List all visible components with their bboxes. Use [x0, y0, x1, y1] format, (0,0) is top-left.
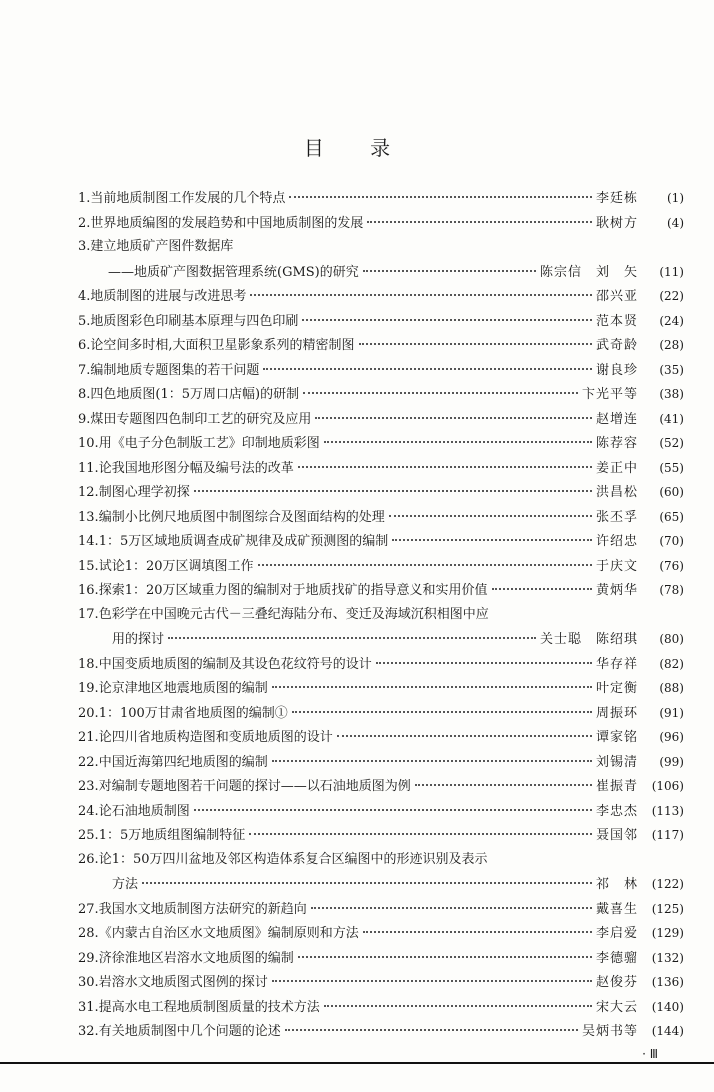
leader-dots [272, 980, 592, 982]
toc-entry-page: (55) [659, 460, 684, 475]
toc-entry-page: (35) [659, 362, 684, 377]
toc-entry-number: 3. [78, 239, 91, 254]
toc-entry-number: 30. [78, 975, 99, 990]
toc-entry-title: 建立地质矿产图件数据库 [90, 239, 234, 254]
toc-entry-page: (41) [659, 411, 684, 426]
toc-entry-page: (76) [659, 558, 684, 573]
toc-entry-title: 编制地质专题图集的若干问题 [90, 362, 260, 378]
toc-entry [78, 872, 684, 897]
toc-entry [78, 456, 684, 481]
toc-entry-author: 刘锡清 [595, 754, 638, 770]
toc-entry-page: (4) [667, 215, 684, 230]
toc-entry [78, 382, 684, 407]
toc-entry-number: 24. [78, 803, 99, 819]
toc-entry-number: 4. [78, 289, 91, 304]
toc-entry [78, 505, 684, 530]
leader-dots [302, 319, 592, 321]
leader-dots [194, 490, 592, 492]
toc-entry-page: (106) [651, 779, 684, 793]
leader-dots [324, 441, 592, 443]
toc-entry-title: 《内蒙古自治区水文地质图》编制原则和方法 [98, 926, 359, 941]
toc-entry-title: 我国水文地质制图方法研究的新趋向 [98, 901, 307, 917]
leader-dots [168, 637, 536, 639]
toc-entry-page: (144) [651, 1024, 684, 1038]
toc-entry-author: 李启爱 [595, 926, 638, 941]
leader-dots [492, 588, 592, 590]
toc-entry [78, 750, 684, 775]
toc-entry [78, 186, 684, 211]
leader-dots [415, 784, 592, 786]
toc-entry-page: (122) [651, 877, 684, 891]
toc-entry-title: 试论1：20万区调填图工作 [98, 558, 254, 574]
toc-entry-number: 2. [78, 215, 91, 231]
toc-entry-author: 赵俊芬 [595, 975, 638, 990]
toc-entry [78, 578, 684, 603]
toc-entry-number: 31. [78, 999, 99, 1015]
toc-entry-page: (91) [659, 705, 684, 720]
leader-dots [392, 539, 592, 541]
toc-entry-number: 26. [78, 851, 99, 867]
toc-entry-title: ——地质矿产图数据管理系统(GMS)的研究 [108, 264, 359, 280]
toc-entry-author: 宋大云 [595, 999, 638, 1015]
toc-entry [78, 309, 684, 334]
toc-entry-author: 洪昌松 [595, 485, 638, 500]
toc-entry-page: (117) [651, 828, 684, 842]
toc-entry [78, 848, 684, 873]
toc-entry-number: 6. [78, 338, 91, 353]
toc-entry [78, 946, 684, 971]
toc-entry-author: 张丕孚 [595, 509, 638, 525]
leader-dots [303, 392, 578, 394]
toc-entry-page: (129) [651, 926, 684, 940]
toc-entry-title: 用的探讨 [112, 632, 165, 647]
toc-entry-number: 22. [78, 754, 99, 770]
toc-entry-author: 吴炳书等 [581, 1024, 638, 1039]
toc-entry [78, 725, 684, 750]
leader-dots [272, 760, 592, 762]
toc-entry-title: 对编制专题地图若干问题的探讨——以石油地质图为例 [98, 779, 411, 794]
toc-entry [78, 431, 684, 456]
toc-entry [78, 358, 684, 383]
toc-entry-title: 1：5万区域地质调查成矿规律及成矿预测图的编制 [98, 534, 389, 549]
toc-entry-number: 25. [78, 828, 99, 843]
toc-entry-author: 李廷栋 [595, 191, 638, 206]
bottom-rule [0, 1062, 714, 1064]
toc-entry-number: 1. [78, 191, 91, 206]
toc-entry-title: 论四川省地质构造图和变质地质图的设计 [98, 730, 333, 745]
leader-dots [250, 294, 592, 296]
toc-entry-title: 中国近海第四纪地质图的编制 [98, 754, 268, 770]
toc-entry-title: 地质制图的进展与改进思考 [90, 289, 247, 304]
toc-entry [78, 823, 684, 848]
toc-entry-title: 中国变质地质图的编制及其设色花纹符号的设计 [98, 656, 372, 672]
leader-dots [363, 931, 592, 933]
toc-entry-author: 范本贤 [595, 313, 638, 329]
leader-dots [359, 343, 592, 345]
toc-entry-page: (60) [659, 485, 684, 499]
toc-entry [78, 799, 684, 824]
toc-entry [78, 603, 684, 628]
leader-dots [249, 833, 592, 835]
page-title: 目 录 [303, 136, 411, 160]
toc-entry-author: 姜正中 [595, 460, 638, 476]
toc-entry-number: 17. [78, 606, 99, 622]
toc-entry-title: 论空间多时相,大面积卫星影象系列的精密制图 [90, 338, 355, 353]
toc-entry [78, 260, 684, 285]
toc-entry-number: 14. [78, 534, 99, 549]
toc-entry [78, 921, 684, 946]
toc-entry [78, 1019, 684, 1044]
leader-dots [142, 882, 592, 884]
toc-entry-title: 方法 [112, 877, 139, 892]
leader-dots [298, 466, 592, 468]
toc-entry [78, 235, 684, 260]
toc-entry-page: (140) [651, 999, 684, 1014]
toc-entry-title: 探索1：20万区域重力图的编制对于地质找矿的指导意义和实用价值 [98, 583, 488, 598]
toc-entry [78, 970, 684, 995]
toc-entry-author: 李忠杰 [595, 803, 638, 819]
toc-entry-page: (132) [651, 950, 684, 965]
leader-dots [337, 735, 592, 737]
toc-entry-number: 15. [78, 558, 99, 574]
toc-entry-author: 祁 林 [595, 877, 638, 892]
toc-entry-page: (88) [659, 681, 684, 695]
toc-entry-number: 23. [78, 779, 99, 794]
toc-entry-title: 论京津地区地震地质图的编制 [98, 681, 268, 696]
toc-entry-author: 李德骝 [595, 950, 638, 966]
toc-entry-number: 29. [78, 950, 99, 966]
toc-entry-author: 武奇龄 [595, 338, 638, 353]
toc-entry-page: (136) [651, 975, 684, 989]
toc-entry-author: 陈荐容 [595, 436, 638, 451]
toc-entry-number: 32. [78, 1024, 99, 1039]
toc-entry-title: 岩溶水文地质图式图例的探讨 [98, 975, 268, 990]
leader-dots [292, 711, 592, 713]
toc-entry-author: 叶定衡 [595, 681, 638, 696]
toc-entry-title: 论石油地质制图 [98, 803, 190, 819]
toc-entry-author: 华存祥 [595, 656, 638, 672]
toc-entry-page: (1) [667, 191, 684, 205]
toc-entry-page: (80) [659, 632, 684, 646]
toc-entry-title: 制图心理学初探 [98, 485, 190, 500]
leader-dots [298, 956, 592, 958]
toc-entry-page: (52) [659, 436, 684, 450]
toc-entry-author: 赵增连 [595, 411, 638, 427]
toc-entry-page: (125) [651, 901, 684, 916]
toc-entry-page: (99) [659, 754, 684, 769]
toc-entry-page: (113) [651, 803, 684, 818]
toc-entry-title: 用《电子分色制版工艺》印制地质彩图 [98, 436, 320, 451]
toc-entry-author: 戴喜生 [595, 901, 638, 917]
toc-entry-page: (78) [659, 583, 684, 597]
toc-entry-page: (24) [659, 313, 684, 328]
toc-entry [78, 480, 684, 505]
toc-entry-number: 18. [78, 656, 99, 672]
toc-entry [78, 701, 684, 726]
leader-dots [258, 564, 592, 566]
leader-dots [324, 1005, 592, 1007]
toc-entry [78, 529, 684, 554]
leader-dots [263, 368, 592, 370]
toc-entry-author: 许绍忠 [595, 534, 638, 549]
leader-dots [285, 1029, 578, 1031]
toc-entry-author: 关士聪 陈绍琪 [539, 632, 638, 647]
toc-entry [78, 652, 684, 677]
toc-entry-number: 5. [78, 313, 91, 329]
toc-entry [78, 284, 684, 309]
table-of-contents [78, 186, 684, 1044]
toc-entry-author: 谢良珍 [595, 362, 638, 378]
toc-entry [78, 995, 684, 1020]
toc-entry-number: 8. [78, 387, 91, 402]
page-folio: · Ⅲ [642, 1047, 658, 1061]
toc-entry-title: 编制小比例尺地质图中制图综合及图面结构的处理 [98, 509, 385, 525]
toc-entry-title: 世界地质编图的发展趋势和中国地质制图的发展 [90, 215, 364, 231]
toc-entry-author: 谭家铭 [595, 730, 638, 745]
toc-entry-page: (65) [659, 509, 684, 524]
toc-entry-page: (11) [659, 264, 684, 279]
toc-entry-title: 当前地质制图工作发展的几个特点 [90, 191, 286, 206]
toc-entry [78, 774, 684, 799]
toc-entry-number: 20. [78, 705, 99, 721]
toc-entry-author: 聂国邻 [595, 828, 638, 843]
toc-entry [78, 554, 684, 579]
toc-entry-author: 于庆文 [595, 558, 638, 574]
toc-entry-title: 四色地质图(1：5万周口店幅)的研制 [90, 387, 300, 402]
toc-entry-number: 19. [78, 681, 99, 696]
leader-dots [194, 809, 592, 811]
toc-entry-page: (38) [659, 387, 684, 401]
toc-entry-author: 周振环 [595, 705, 638, 721]
leader-dots [363, 270, 536, 272]
toc-entry-number: 10. [78, 436, 99, 451]
toc-entry-title: 1：5万地质组图编制特征 [98, 828, 246, 843]
leader-dots [289, 196, 592, 198]
toc-entry-title: 地质图彩色印刷基本原理与四色印刷 [90, 313, 299, 329]
toc-entry [78, 897, 684, 922]
toc-entry-number: 21. [78, 730, 99, 745]
toc-entry-title: 色彩学在中国晚元古代－三叠纪海陆分布、变迁及海域沉积相图中应 [98, 606, 489, 622]
toc-entry-number: 16. [78, 583, 99, 598]
toc-entry-page: (28) [659, 338, 684, 352]
leader-dots [389, 515, 592, 517]
toc-entry-page: (82) [659, 656, 684, 671]
toc-entry-author: 邵兴亚 [595, 289, 638, 304]
toc-entry [78, 407, 684, 432]
toc-entry [78, 676, 684, 701]
toc-entry-title: 煤田专题图四色制印工艺的研究及应用 [90, 411, 312, 427]
toc-entry-page: (70) [659, 534, 684, 548]
leader-dots [376, 662, 592, 664]
toc-entry-title: 提高水电工程地质制图质量的技术方法 [98, 999, 320, 1015]
toc-entry-title: 有关地质制图中几个问题的论述 [98, 1024, 281, 1039]
leader-dots [367, 221, 592, 223]
toc-entry-number: 7. [78, 362, 91, 378]
toc-entry-author: 崔振青 [595, 779, 638, 794]
toc-entry-title: 济徐淮地区岩溶水文地质图的编制 [98, 950, 294, 966]
leader-dots [272, 686, 592, 688]
toc-entry [78, 211, 684, 236]
toc-entry-title: 论1：50万四川盆地及邻区构造体系复合区编图中的形迹识别及表示 [98, 851, 488, 867]
toc-entry-number: 27. [78, 901, 99, 917]
toc-entry-page: (96) [659, 730, 684, 744]
toc-entry-title: 论我国地形图分幅及编号法的改革 [98, 460, 294, 476]
toc-entry-author: 耿树方 [595, 215, 638, 231]
toc-entry [78, 333, 684, 358]
toc-entry-title: 1：100万甘肃省地质图的编制① [98, 705, 288, 721]
leader-dots [315, 417, 592, 419]
toc-entry-author: 黄炳华 [595, 583, 638, 598]
toc-entry [78, 627, 684, 652]
toc-entry-page: (22) [659, 289, 684, 303]
toc-entry-author: 陈宗信 刘 矢 [539, 264, 638, 280]
toc-entry-number: 13. [78, 509, 99, 525]
toc-entry-number: 28. [78, 926, 99, 941]
toc-entry-number: 12. [78, 485, 99, 500]
toc-entry-number: 9. [78, 411, 91, 427]
leader-dots [311, 907, 592, 909]
toc-entry-author: 卞光平等 [581, 387, 638, 402]
toc-entry-number: 11. [78, 460, 99, 476]
